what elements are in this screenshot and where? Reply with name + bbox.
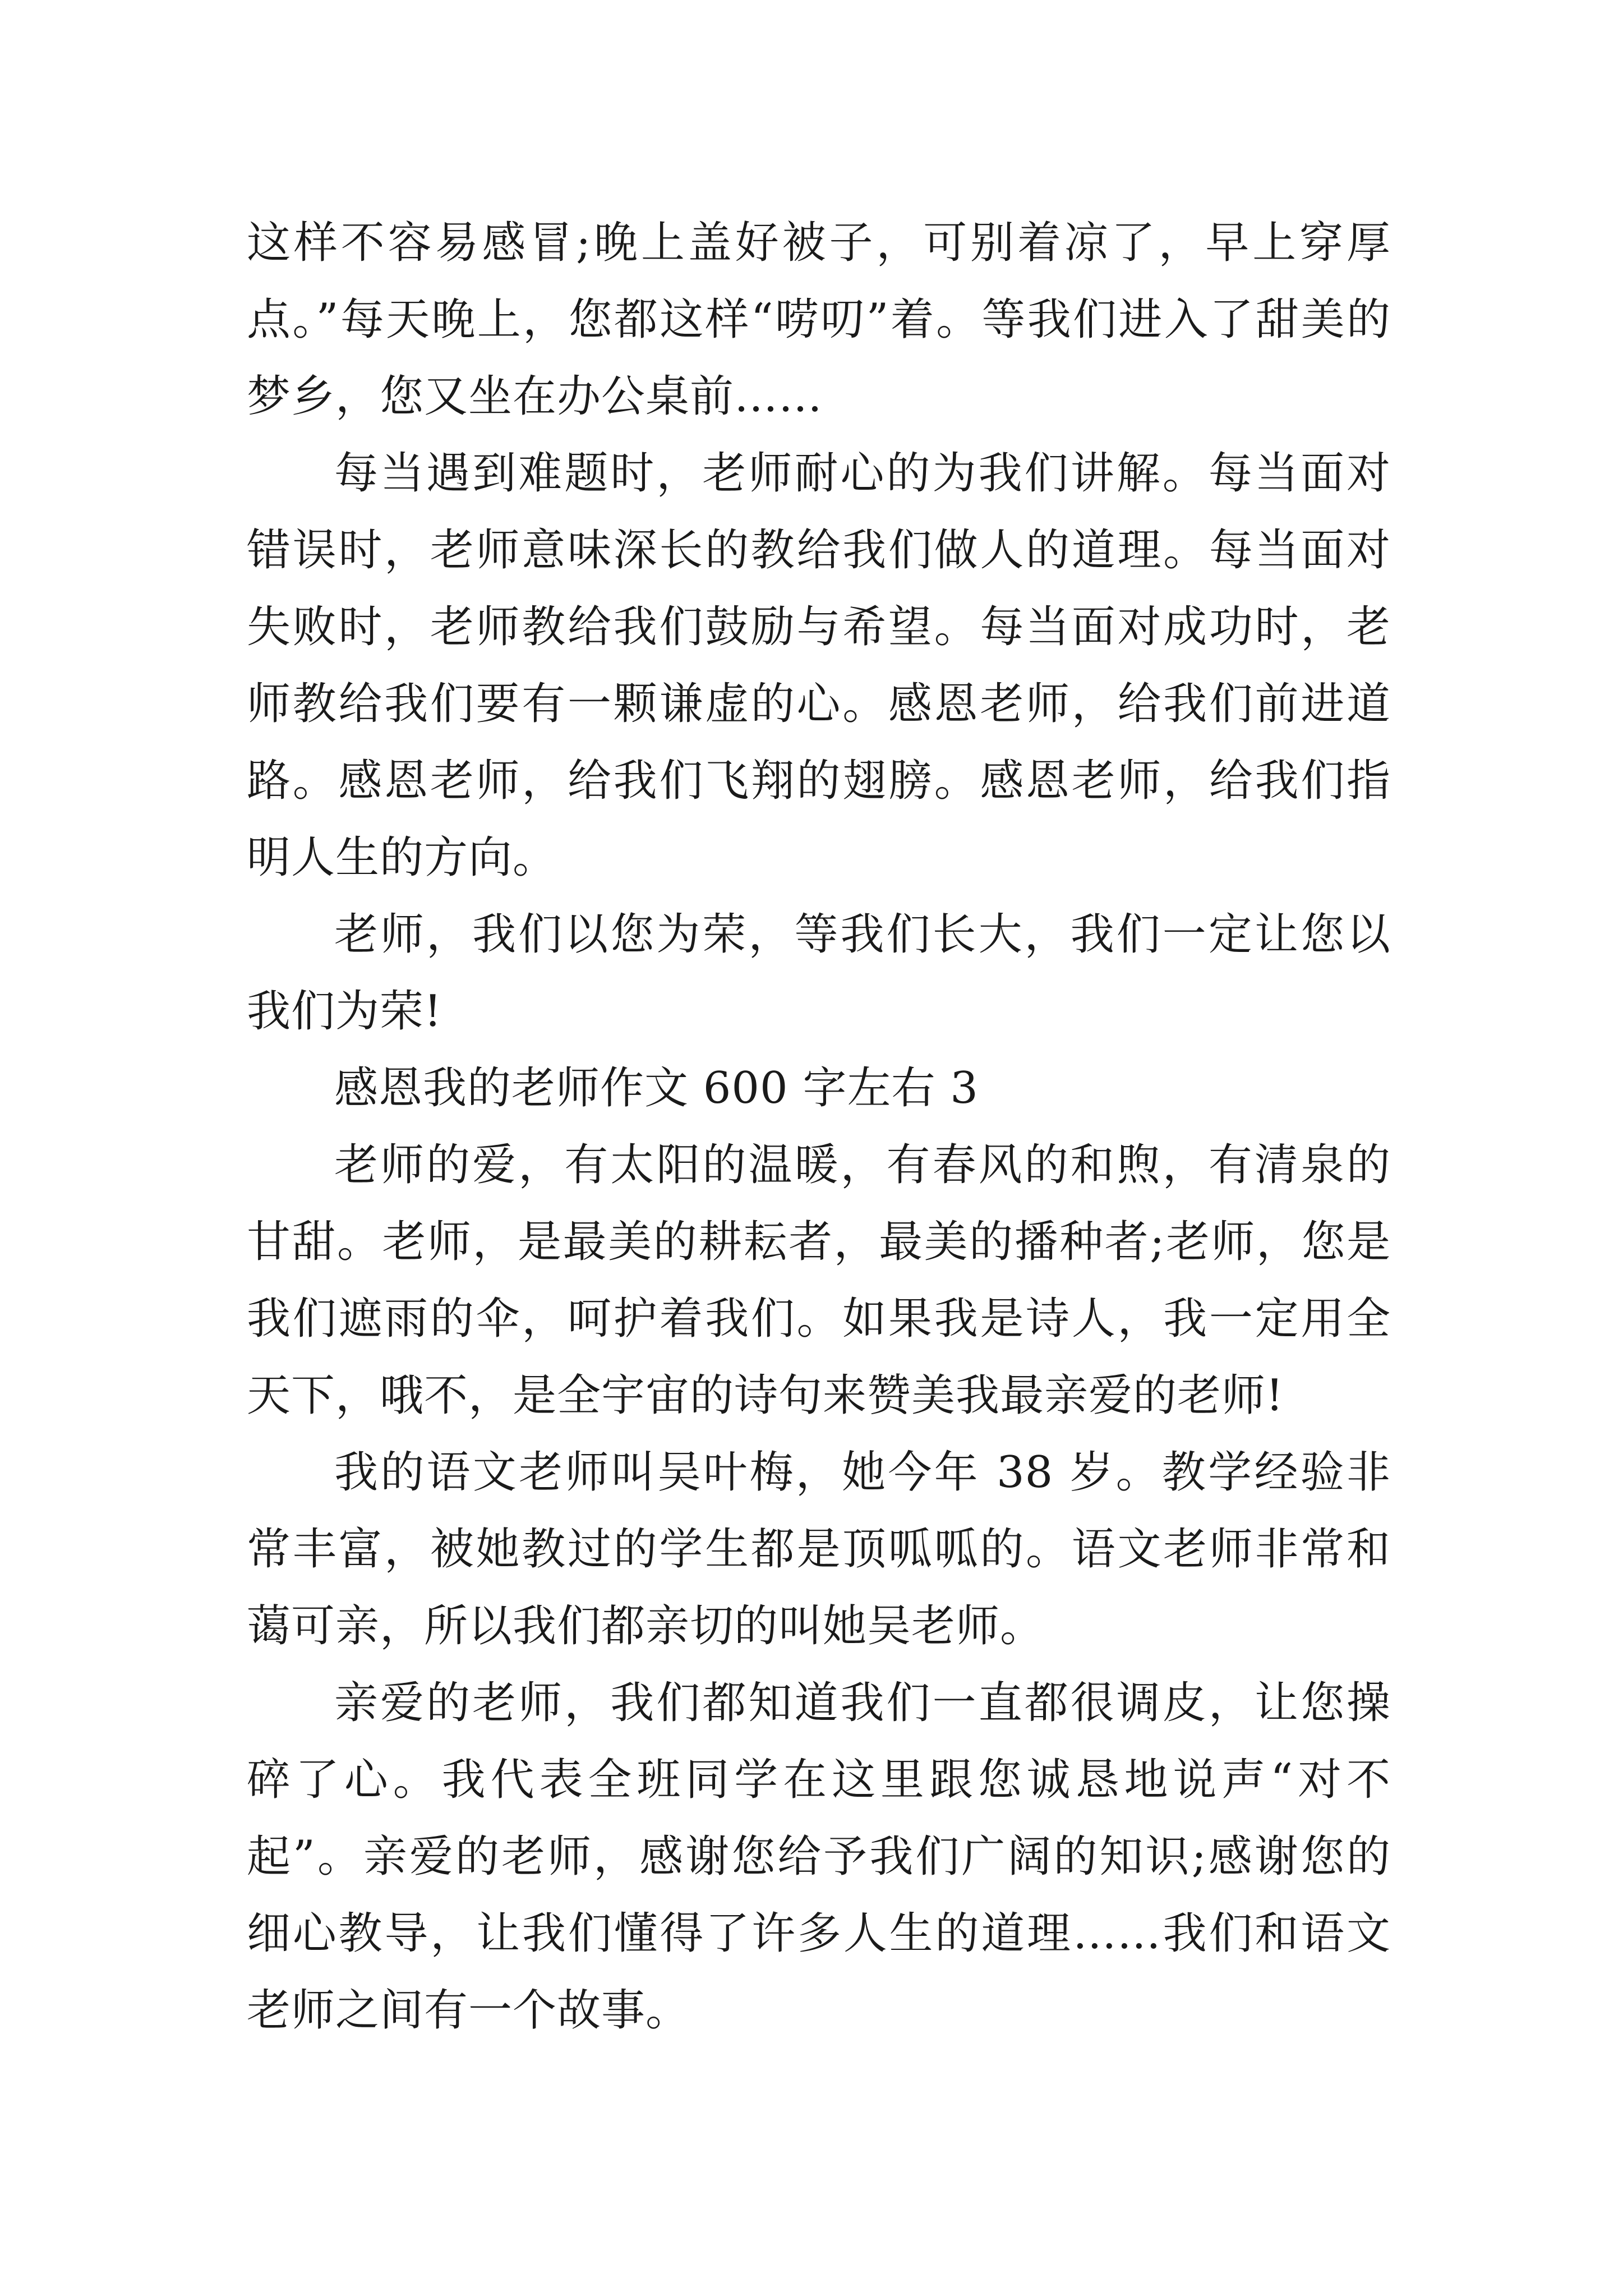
paragraph-teacher-love: 老师的爱，有太阳的温暖，有春风的和煦，有清泉的甘甜。老师，是最美的耕耘者，最美的播种者;老师，您是我们遮雨的伞，呵护着我们。如果我是诗人，我一定用全天下，哦不，是全宇宙的诗句来赞美我最亲爱的老师! bbox=[247, 1140, 1391, 1421]
section-heading: 感恩我的老师作文 600 字左右 3 bbox=[334, 1063, 979, 1114]
document-body bbox=[247, 205, 1391, 2049]
paragraph-difficulties: 每当遇到难题时，老师耐心的为我们讲解。每当面对错误时，老师意味深长的教给我们做人的道理。每当面对失败时，老师教给我们鼓励与希望。每当面对成功时，老师教给我们要有一颗谦虚的心。感恩老师，给我们前进道路。感恩老师，给我们飞翔的翅膀。感恩老师，给我们指明人生的方向。 bbox=[247, 448, 1391, 883]
paragraph-chinese-teacher: 我的语文老师叫吴叶梅，她今年 38 岁。教学经验非常丰富，被她教过的学生都是顶呱呱的。语文老师非常和蔼可亲，所以我们都亲切的叫她吴老师。 bbox=[247, 1447, 1391, 1651]
paragraph-continuation: 这样不容易感冒;晚上盖好被子，可别着凉了，早上穿厚点。”每天晚上，您都这样“唠叨”着。等我们进入了甜美的梦乡，您又坐在办公桌前…… bbox=[247, 218, 1391, 422]
paragraph-pride: 老师，我们以您为荣，等我们长大，我们一定让您以我们为荣! bbox=[247, 909, 1391, 1037]
paragraph-apology: 亲爱的老师，我们都知道我们一直都很调皮，让您操碎了心。我代表全班同学在这里跟您诚恳地说声“对不起”。亲爱的老师，感谢您给予我们广阔的知识;感谢您的细心教导，让我们懂得了许多人生的道理……我们和语文老师之间有一个故事。 bbox=[247, 1678, 1391, 2036]
